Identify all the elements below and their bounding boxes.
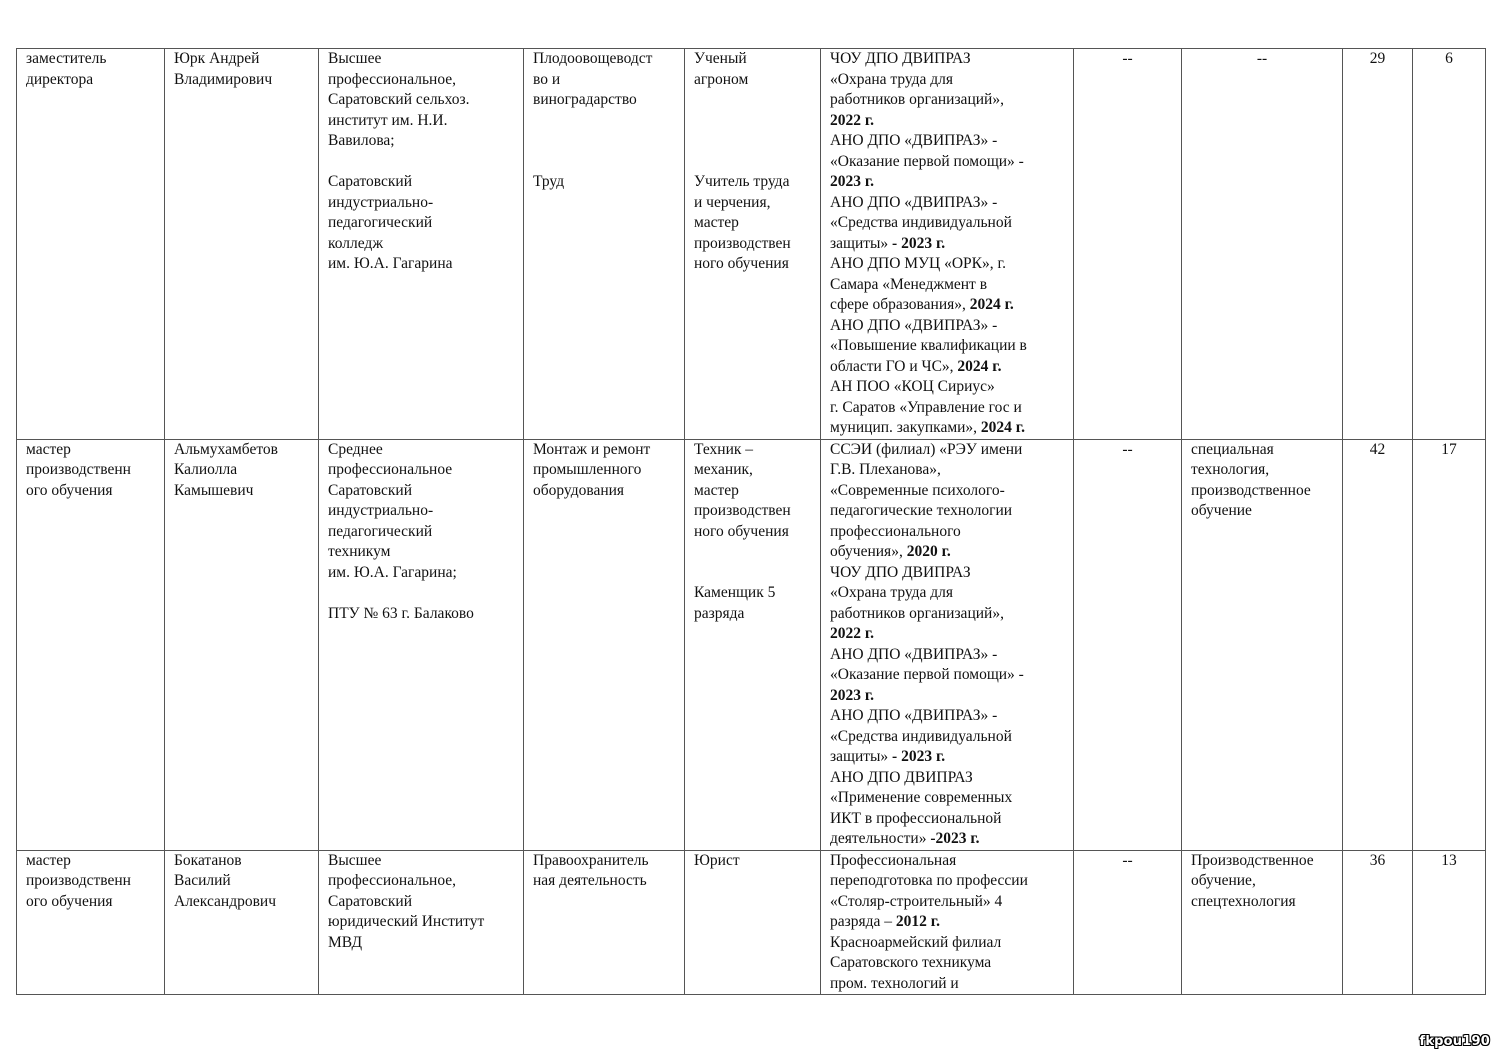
training-line: Самара «Менеджмент в	[830, 275, 988, 293]
cell-line: механик,	[694, 461, 753, 478]
cell-line	[328, 152, 519, 173]
training-line: работников организаций»,	[830, 91, 1004, 108]
cell-line: директора	[26, 70, 94, 88]
cell-degree: --	[1074, 850, 1182, 995]
cell-line: специальная	[1191, 440, 1274, 458]
training-line: АНО ДПО «ДВИПРАЗ» -	[830, 193, 998, 211]
cell-line: Вавилова;	[328, 132, 395, 149]
training-line: профессионального	[830, 522, 961, 540]
cell-line: Труд	[533, 173, 565, 190]
cell-line: промышленного	[533, 461, 642, 478]
training-line: АН ПОО «КОЦ Сириус»	[830, 378, 995, 395]
cell-line: педагогический	[328, 522, 433, 540]
watermark: fkpou190	[1419, 1034, 1490, 1049]
cell-line: Монтаж и ремонт	[533, 440, 651, 458]
training-line: 2022 г.	[830, 625, 875, 642]
training-line: АНО ДПО «ДВИПРАЗ» -	[830, 316, 998, 334]
cell-line: Высшее	[328, 851, 382, 869]
cell-line: Альмухамбетов	[174, 440, 278, 458]
training-line: «Современные психолого-	[830, 481, 1005, 499]
training-line: ССЭИ (филиал) «РЭУ имени	[830, 440, 1023, 458]
cell-line: Бокатанов	[174, 851, 242, 869]
cell-line: спецтехнология	[1191, 892, 1296, 910]
cell-line: оборудования	[533, 481, 625, 499]
cell-qualification	[685, 439, 821, 850]
cell-total-experience: 29	[1343, 49, 1413, 440]
cell-line: технология,	[1191, 461, 1270, 478]
training-line: Саратовского техникума	[830, 954, 992, 971]
training-line: «Средства индивидуальной	[830, 214, 1012, 231]
training-line: «Средства индивидуальной	[830, 727, 1012, 745]
training-line: «Охрана труда для	[830, 584, 954, 601]
cell-line: обучение,	[1191, 872, 1256, 889]
cell-position	[17, 439, 165, 850]
cell-line: Юрист	[694, 851, 740, 869]
cell-name	[165, 850, 319, 995]
cell-line	[694, 542, 816, 563]
cell-total-experience: 42	[1343, 439, 1413, 850]
cell-subjects	[1182, 850, 1343, 995]
training-line: АНО ДПО ДВИПРАЗ	[830, 768, 973, 786]
cell-education	[319, 850, 524, 995]
staff-table	[16, 48, 1486, 995]
training-line: области ГО и ЧС», 2024 г.	[830, 357, 1002, 375]
cell-position	[17, 850, 165, 995]
cell-specialty	[524, 49, 685, 440]
cell-qualification	[685, 49, 821, 440]
training-line: 2023 г.	[830, 686, 875, 704]
cell-line: и черчения,	[694, 193, 771, 211]
cell-line	[694, 563, 816, 584]
cell-line: индустриально-	[328, 502, 434, 519]
cell-position	[17, 49, 165, 440]
table-row	[17, 49, 1486, 440]
cell-line: профессиональное	[328, 461, 453, 478]
training-line: 2022 г.	[830, 111, 875, 129]
cell-line: Ученый	[694, 50, 747, 67]
cell-line: ого обучения	[26, 892, 113, 910]
training-line: 2023 г.	[830, 173, 875, 190]
cell-line	[533, 152, 680, 173]
cell-line	[694, 111, 816, 132]
cell-line: Каменщик 5	[694, 584, 776, 601]
training-line: деятельности» -2023 г.	[830, 830, 980, 847]
cell-line: виноградарство	[533, 91, 637, 108]
training-line: пром. технологий и	[830, 974, 959, 992]
training-line: АНО ДПО «ДВИПРАЗ» -	[830, 132, 998, 149]
cell-line: заместитель	[26, 50, 107, 67]
cell-name	[165, 439, 319, 850]
cell-line: --	[1256, 50, 1268, 67]
cell-line: Правоохранитель	[533, 851, 649, 869]
training-line: сфере образования», 2024 г.	[830, 296, 1014, 313]
cell-education	[319, 49, 524, 440]
training-line: АНО ДПО «ДВИПРАЗ» -	[830, 645, 998, 663]
cell-training	[821, 439, 1074, 850]
training-line: АНО ДПО МУЦ «ОРК», г.	[830, 255, 1007, 272]
cell-line: профессиональное,	[328, 70, 457, 88]
cell-line: Саратовский	[328, 892, 412, 910]
cell-line: институт им. Н.И.	[328, 111, 448, 129]
cell-line	[694, 152, 816, 173]
cell-line: Учитель труда	[694, 173, 790, 190]
training-line: Г.В. Плеханова»,	[830, 461, 941, 478]
training-line: работников организаций»,	[830, 604, 1004, 622]
cell-teaching-experience: 6	[1413, 49, 1486, 440]
cell-line: Юрк Андрей	[174, 50, 260, 67]
training-line: Красноармейский филиал	[830, 933, 1002, 951]
cell-line: Камышевич	[174, 481, 254, 499]
table-row	[17, 439, 1486, 850]
cell-training	[821, 49, 1074, 440]
cell-line: ного обучения	[694, 522, 789, 540]
cell-subjects	[1182, 439, 1343, 850]
cell-training	[821, 850, 1074, 995]
cell-degree: --	[1074, 49, 1182, 440]
training-line: муницип. закупками», 2024 г.	[830, 419, 1025, 436]
cell-line	[533, 131, 680, 152]
cell-line: ного обучения	[694, 255, 789, 272]
cell-line: Саратовский	[328, 173, 412, 190]
table-body	[17, 49, 1486, 995]
cell-line	[328, 583, 519, 604]
cell-line: Калиолла	[174, 461, 238, 478]
cell-line: Плодоовощеводст	[533, 50, 653, 67]
cell-line: профессиональное,	[328, 872, 457, 889]
cell-line	[533, 111, 680, 132]
cell-line: мастер	[694, 214, 739, 231]
cell-line: им. Ю.А. Гагарина;	[328, 563, 457, 581]
training-line: ЧОУ ДПО ДВИПРАЗ	[830, 563, 971, 581]
training-line: ИКТ в профессиональной	[830, 809, 1002, 827]
training-line: обучения», 2020 г.	[830, 543, 951, 560]
training-line: разряда – 2012 г.	[830, 913, 940, 930]
cell-degree: --	[1074, 439, 1182, 850]
cell-line: обучение	[1191, 502, 1252, 519]
training-line: защиты» - 2023 г.	[830, 234, 946, 252]
table-row	[17, 850, 1486, 995]
cell-line: ПТУ № 63 г. Балаково	[328, 604, 474, 622]
cell-line: производствен	[694, 234, 791, 252]
training-line: г. Саратов «Управление гос и	[830, 398, 1022, 416]
cell-line: Техник –	[694, 440, 754, 458]
cell-line: мастер	[26, 851, 71, 869]
training-line: «Оказание первой помощи» -	[830, 152, 1024, 170]
cell-line: ого обучения	[26, 481, 113, 499]
cell-line: индустриально-	[328, 193, 434, 211]
cell-line: разряда	[694, 604, 745, 622]
training-line: переподготовка по профессии	[830, 872, 1028, 889]
training-line: Профессиональная	[830, 851, 957, 869]
training-line: ЧОУ ДПО ДВИПРАЗ	[830, 50, 971, 67]
training-line: педагогические технологии	[830, 502, 1013, 519]
training-line: «Применение современных	[830, 789, 1013, 806]
training-line: «Оказание первой помощи» -	[830, 666, 1024, 683]
cell-line: мастер	[26, 440, 71, 458]
cell-line: техникум	[328, 543, 391, 560]
cell-line: производствен	[694, 502, 791, 519]
cell-line: производственн	[26, 872, 131, 889]
cell-total-experience: 36	[1343, 850, 1413, 995]
cell-specialty	[524, 439, 685, 850]
cell-line: мастер	[694, 481, 739, 499]
cell-teaching-experience: 13	[1413, 850, 1486, 995]
cell-line: производственное	[1191, 481, 1311, 499]
cell-subjects	[1182, 49, 1343, 440]
cell-line: агроном	[694, 70, 749, 88]
training-line: АНО ДПО «ДВИПРАЗ» -	[830, 707, 998, 724]
cell-qualification	[685, 850, 821, 995]
cell-education	[319, 439, 524, 850]
cell-line: Высшее	[328, 50, 382, 67]
cell-line: им. Ю.А. Гагарина	[328, 255, 453, 272]
cell-line: Саратовский сельхоз.	[328, 91, 470, 108]
cell-line: Владимирович	[174, 70, 273, 88]
cell-name	[165, 49, 319, 440]
training-line: «Повышение квалификации в	[830, 337, 1027, 354]
cell-line: во и	[533, 70, 561, 88]
cell-line: юридический Институт	[328, 913, 485, 930]
training-line: «Охрана труда для	[830, 70, 954, 88]
training-line: защиты» - 2023 г.	[830, 748, 946, 765]
cell-line: Производственное	[1191, 851, 1314, 869]
cell-line	[694, 90, 816, 111]
cell-line: ная деятельность	[533, 872, 647, 889]
cell-line	[694, 131, 816, 152]
cell-line: МВД	[328, 933, 363, 951]
cell-specialty	[524, 850, 685, 995]
cell-line: Александрович	[174, 892, 276, 910]
cell-line: Саратовский	[328, 481, 412, 499]
cell-teaching-experience: 17	[1413, 439, 1486, 850]
cell-line: производственн	[26, 461, 131, 478]
cell-line: Василий	[174, 872, 231, 889]
cell-line: Среднее	[328, 440, 383, 458]
cell-line: колледж	[328, 234, 384, 252]
cell-line: педагогический	[328, 214, 433, 231]
training-line: «Столяр-строительный» 4	[830, 892, 1003, 910]
